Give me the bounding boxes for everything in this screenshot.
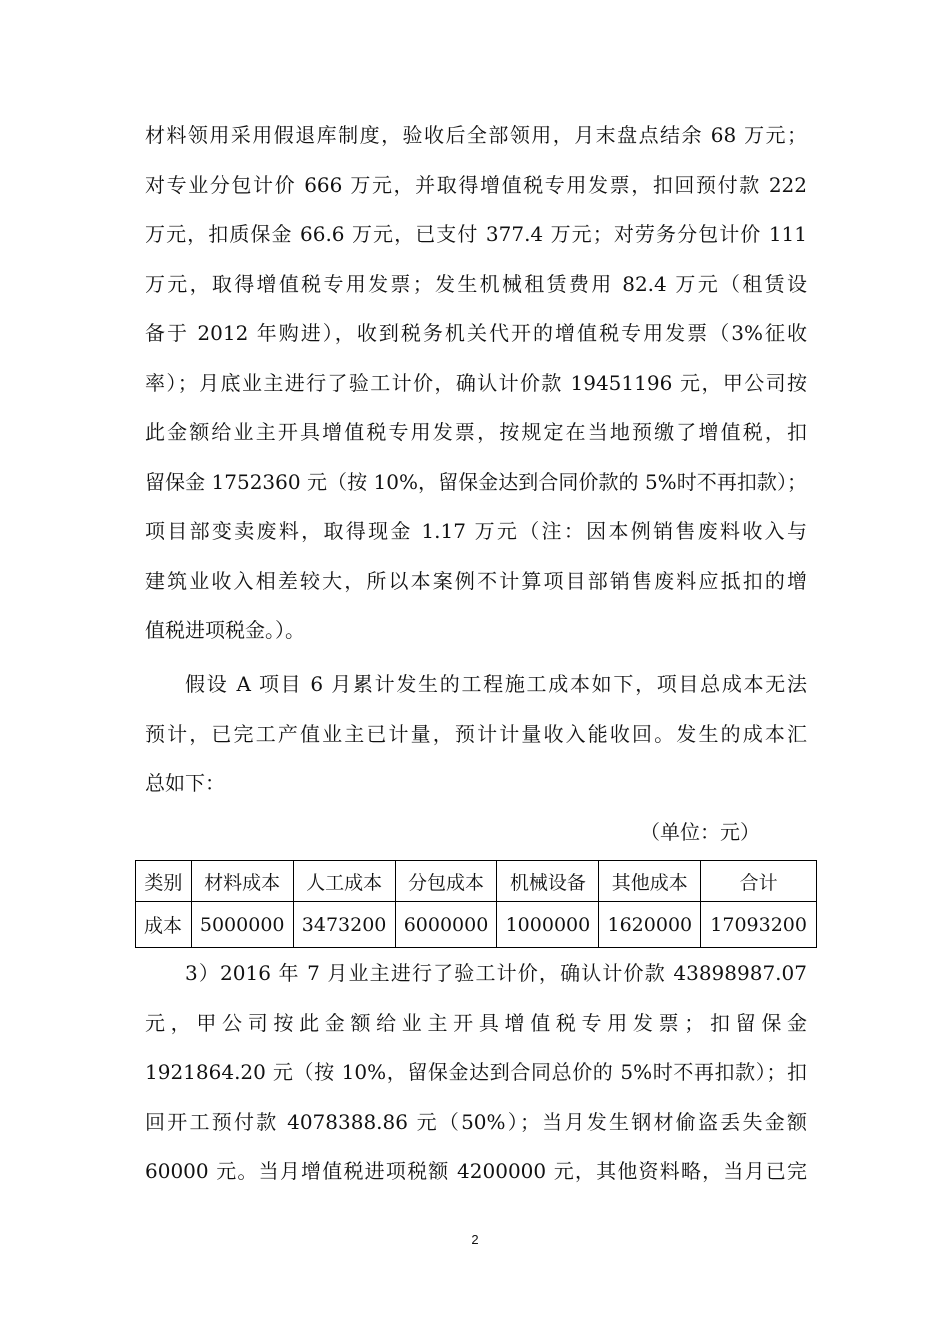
text-line: 项目部变卖废料，取得现金 1.17 万元（注：因本例销售废料收入与 xyxy=(145,519,807,543)
table-cell: 5000000 xyxy=(191,902,293,948)
table-header-cell: 分包成本 xyxy=(395,861,497,902)
table-header-cell: 合计 xyxy=(701,861,817,902)
text-line: 元，甲公司按此金额给业主开具增值税专用发票；扣留保金 xyxy=(145,1010,807,1035)
text-line: 总如下： xyxy=(145,771,225,795)
table-row xyxy=(136,902,817,948)
table-cell: 3473200 xyxy=(293,902,395,948)
page-number: 2 xyxy=(471,1232,479,1247)
text-line: 万元，扣质保金 66.6 万元，已支付 377.4 万元；对劳务分包计价 111 xyxy=(145,222,807,246)
text-line: 材料领用采用假退库制度，验收后全部领用，月末盘点结余 68 万元； xyxy=(145,123,807,147)
text-line: 率）；月底业主进行了验工计价，确认计价款 19451196 元，甲公司按 xyxy=(145,370,807,395)
text-line: 对专业分包计价 666 万元，并取得增值税专用发票，扣回预付款 222 xyxy=(145,172,807,197)
table-header-row xyxy=(136,861,817,902)
table-header-cell: 其他成本 xyxy=(599,861,701,902)
table-cell: 1620000 xyxy=(599,902,701,948)
paragraph-july-valuation xyxy=(145,949,807,1197)
text-line: 值税进项税金。）。 xyxy=(145,618,305,642)
text-line: 留保金 1752360 元（按 10%，留保金达到合同价款的 5%时不再扣款）； xyxy=(145,469,807,494)
table-cell: 成本 xyxy=(136,902,192,948)
table-header-cell: 人工成本 xyxy=(293,861,395,902)
text-line: 建筑业收入相差较大，所以本案例不计算项目部销售废料应抵扣的增 xyxy=(145,568,807,593)
table-cell: 6000000 xyxy=(395,902,497,948)
text-line: 回开工预付款 4078388.86 元（50%）；当月发生钢材偷盗丢失金额 xyxy=(145,1109,807,1134)
paragraph-material-usage xyxy=(145,111,807,656)
text-line: 60000 元。当月增值税进项税额 4200000 元，其他资料略，当月已完 xyxy=(145,1159,807,1183)
text-line: 万元，取得增值税专用发票；发生机械租赁费用 82.4 万元（租赁设 xyxy=(145,271,807,296)
cost-summary-table xyxy=(135,860,817,948)
table-header-cell: 材料成本 xyxy=(191,861,293,902)
text-line: 此金额给业主开具增值税专用发票，按规定在当地预缴了增值税，扣 xyxy=(145,420,807,444)
text-line: 预计，已完工产值业主已计量，预计计量收入能收回。发生的成本汇 xyxy=(145,721,807,746)
table-cell: 17093200 xyxy=(701,902,817,948)
unit-note: （单位：元） xyxy=(640,820,760,844)
table-cell: 1000000 xyxy=(497,902,599,948)
text-line: 备于 2012 年购进），收到税务机关代开的增值税专用发票（3%征收 xyxy=(145,321,807,345)
table-header-cell: 类别 xyxy=(136,861,192,902)
paragraph-cost-assumption xyxy=(145,660,807,809)
text-line: 1921864.20 元（按 10%，留保金达到合同总价的 5%时不再扣款）；扣 xyxy=(145,1060,807,1084)
text-line: 假设 A 项目 6 月累计发生的工程施工成本如下，项目总成本无法 xyxy=(185,672,807,696)
table-header-cell: 机械设备 xyxy=(497,861,599,902)
text-line: 3）2016 年 7 月业主进行了验工计价，确认计价款 43898987.07 xyxy=(185,961,807,985)
